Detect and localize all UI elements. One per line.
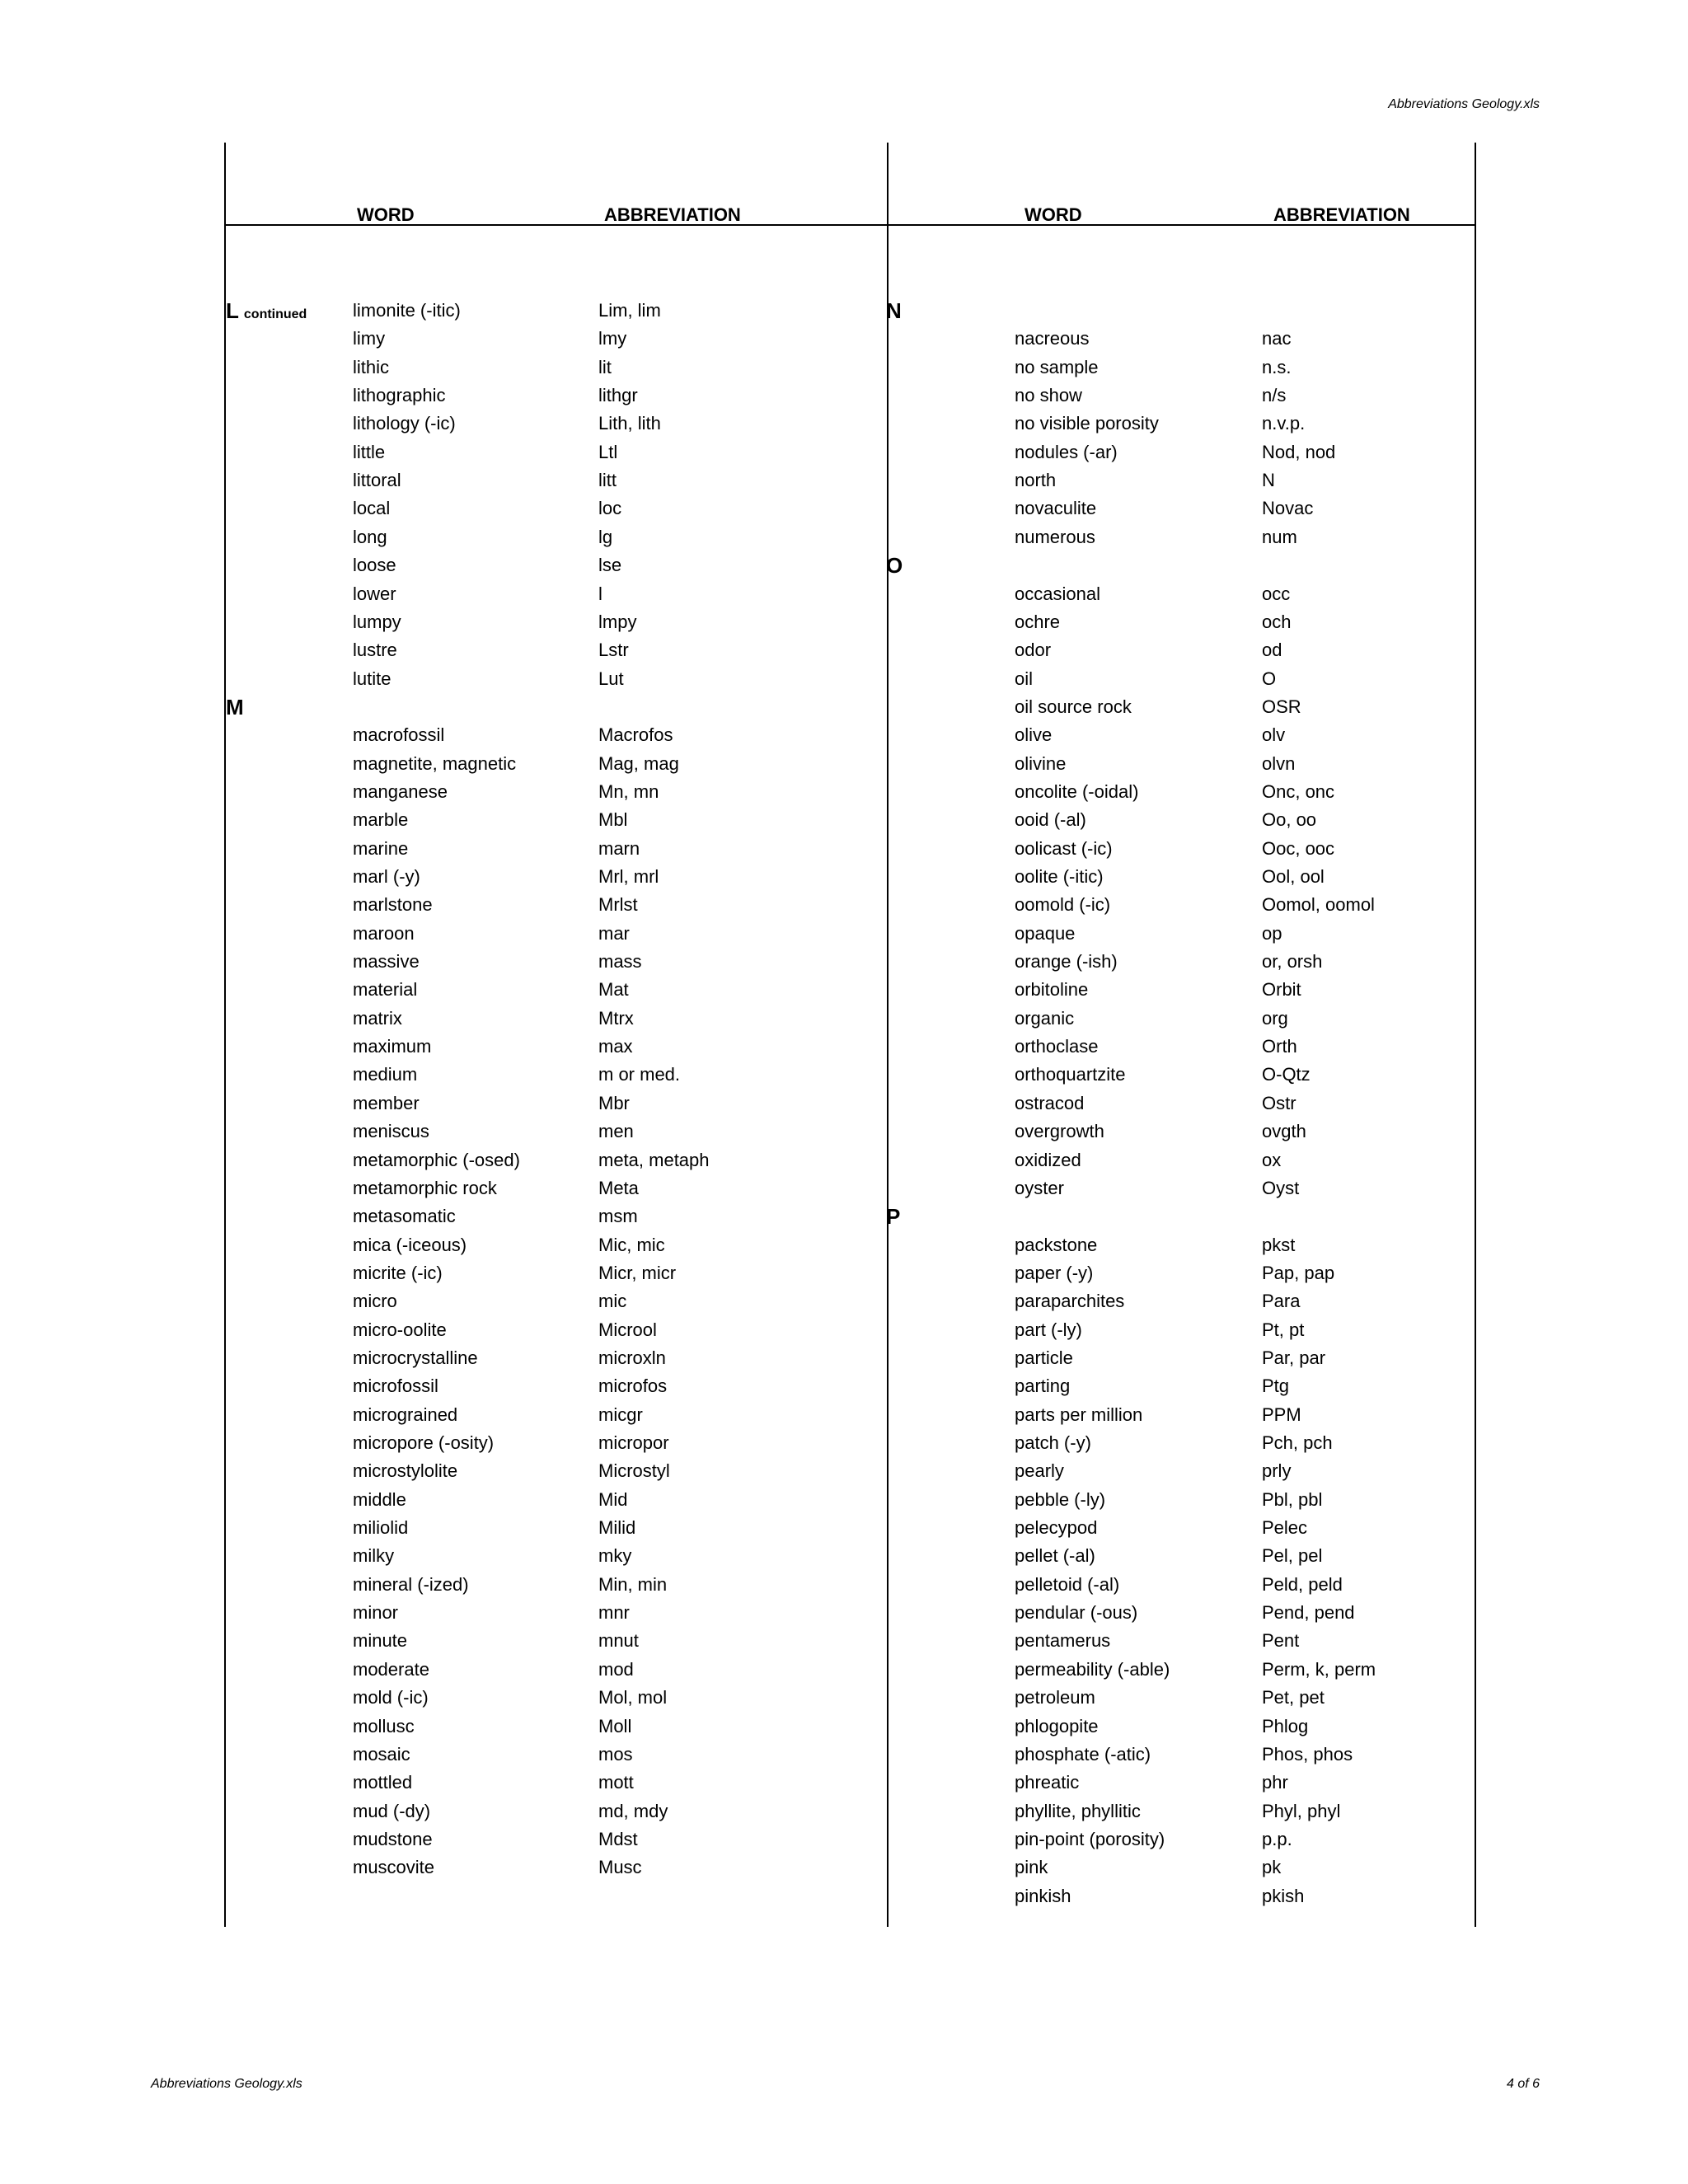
left-entry-word: marl (-y) [353,866,420,887]
left-entry-abbreviation: Micr, micr [598,1262,677,1283]
left-entry-abbreviation: Mol, mol [598,1687,668,1708]
right-entry-word: numerous [1015,526,1095,547]
right-entry-word: paper (-y) [1015,1262,1094,1283]
right-entry-abbreviation: Ooc, ooc [1262,837,1335,859]
right-entry-abbreviation: nac [1262,328,1292,349]
right-entry-abbreviation: pkish [1262,1885,1305,1906]
right-section-letter [886,551,903,579]
right-entry-word: ostracod [1015,1092,1085,1113]
left-entry-abbreviation: Mn, mn [598,780,659,802]
left-section-suffix: continued [243,307,307,321]
table-middle-border [887,143,889,1927]
right-entry-abbreviation: Ool, ool [1262,866,1325,887]
right-entry-abbreviation: Ptg [1262,1376,1290,1397]
right-entry-abbreviation: Orth [1262,1036,1297,1057]
left-entry-abbreviation: Macrofos [598,724,673,746]
left-entry-abbreviation: Mdst [598,1828,638,1849]
left-entry-word: microcrystalline [353,1347,478,1368]
right-entry-abbreviation: Ostr [1262,1092,1296,1113]
left-entry-abbreviation: Milid [598,1517,636,1539]
right-entry-abbreviation: n.v.p. [1262,413,1306,434]
left-entry-abbreviation: msm [598,1206,638,1227]
right-entry-abbreviation: Pet, pet [1262,1687,1325,1708]
right-section-letter [886,297,902,325]
right-entry-abbreviation: od [1262,640,1282,661]
left-entry-word: lustre [353,640,397,661]
left-entry-word: marble [353,809,409,831]
right-entry-word: nacreous [1015,328,1090,349]
right-entry-word: permeability (-able) [1015,1658,1170,1680]
left-entry-word: lumpy [353,611,401,632]
left-entry-word: member [353,1092,420,1113]
left-entry-abbreviation: m or med. [598,1064,681,1085]
left-entry-word: mottled [353,1772,413,1793]
right-abbr-header: ABBREVIATION [1273,204,1410,225]
left-entry-abbreviation: mod [598,1658,634,1680]
left-entry-abbreviation: l [598,583,603,604]
right-entry-word: oil [1015,668,1034,689]
left-entry-abbreviation: micropor [598,1432,669,1453]
right-entry-abbreviation: Pt, pt [1262,1319,1305,1340]
left-entry-abbreviation: mky [598,1545,632,1567]
right-entry-word: olive [1015,724,1053,746]
right-entry-word: pendular (-ous) [1015,1602,1138,1624]
left-section-letter-text: L [226,298,239,323]
left-entry-word: macrofossil [353,724,445,746]
right-entry-word: occasional [1015,583,1100,604]
left-entry-abbreviation: Ltl [598,441,618,462]
footer-page-number: 4 of 6 [1506,2077,1540,2091]
left-entry-word: material [353,979,418,1001]
right-entry-word: pearly [1015,1460,1064,1482]
left-entry-abbreviation: Microstyl [598,1460,670,1482]
left-entry-abbreviation: Mid [598,1488,628,1510]
right-entry-word: paraparchites [1015,1291,1125,1312]
left-entry-word: little [353,441,386,462]
left-entry-word: marine [353,837,409,859]
left-entry-word: lithographic [353,385,446,406]
left-entry-abbreviation: litt [598,470,617,491]
table-right-border [1475,143,1476,1927]
left-entry-abbreviation: mic [598,1291,627,1312]
left-entry-abbreviation: microfos [598,1376,668,1397]
right-entry-abbreviation: Pel, pel [1262,1545,1323,1567]
right-entry-abbreviation: or, orsh [1262,951,1323,972]
left-entry-word: lithology (-ic) [353,413,456,434]
left-entry-abbreviation: Musc [598,1857,642,1878]
right-section-letter-text: O [886,553,903,579]
right-entry-word: ooid (-al) [1015,809,1086,831]
right-entry-word: oxidized [1015,1149,1081,1170]
left-entry-word: mudstone [353,1828,433,1849]
left-entry-abbreviation: Lstr [598,640,629,661]
header-filename: Abbreviations Geology.xls [1388,97,1540,111]
left-entry-abbreviation: Mag, mag [598,752,679,774]
right-entry-abbreviation: Phos, phos [1262,1743,1353,1765]
right-entry-word: packstone [1015,1234,1098,1255]
right-entry-abbreviation: Onc, onc [1262,780,1335,802]
right-entry-word: orthoquartzite [1015,1064,1126,1085]
right-entry-word: orbitoline [1015,979,1089,1001]
right-entry-abbreviation: Orbit [1262,979,1301,1001]
left-entry-word: long [353,526,387,547]
right-entry-word: pelecypod [1015,1517,1098,1539]
left-word-header: WORD [357,204,415,225]
right-entry-word: pink [1015,1857,1048,1878]
right-entry-word: novaculite [1015,498,1097,519]
right-entry-abbreviation: phr [1262,1772,1288,1793]
right-entry-abbreviation: num [1262,526,1297,547]
right-entry-word: oolite (-itic) [1015,866,1104,887]
right-entry-abbreviation: OSR [1262,696,1301,717]
right-entry-abbreviation: Nod, nod [1262,441,1336,462]
right-entry-word: part (-ly) [1015,1319,1082,1340]
right-entry-abbreviation: Pbl, pbl [1262,1488,1323,1510]
right-entry-abbreviation: olvn [1262,752,1296,774]
left-entry-word: lower [353,583,396,604]
right-entry-word: phosphate (-atic) [1015,1743,1151,1765]
right-entry-word: oyster [1015,1177,1064,1198]
right-entry-word: no sample [1015,356,1099,377]
left-entry-abbreviation: Mbr [598,1092,630,1113]
right-entry-abbreviation: Oomol, oomol [1262,894,1375,916]
left-entry-word: middle [353,1488,406,1510]
right-entry-abbreviation: Phlog [1262,1715,1309,1736]
right-entry-word: oomold (-ic) [1015,894,1111,916]
right-entry-abbreviation: n/s [1262,385,1287,406]
right-entry-abbreviation: Pend, pend [1262,1602,1355,1624]
right-entry-word: phyllite, phyllitic [1015,1800,1141,1821]
right-entry-word: nodules (-ar) [1015,441,1118,462]
left-entry-word: metamorphic rock [353,1177,497,1198]
right-entry-word: ochre [1015,611,1061,632]
left-entry-abbreviation: mott [598,1772,634,1793]
left-entry-abbreviation: Meta [598,1177,639,1198]
left-entry-word: moderate [353,1658,429,1680]
right-entry-abbreviation: och [1262,611,1292,632]
right-entry-word: olivine [1015,752,1067,774]
right-entry-abbreviation: Phyl, phyl [1262,1800,1341,1821]
left-entry-word: matrix [353,1007,402,1029]
left-entry-abbreviation: Mrl, mrl [598,866,659,887]
right-entry-abbreviation: Pelec [1262,1517,1308,1539]
right-entry-word: orange (-ish) [1015,951,1118,972]
left-entry-word: micropore (-osity) [353,1432,495,1453]
left-entry-abbreviation: lithgr [598,385,638,406]
left-entry-word: lutite [353,668,392,689]
left-entry-word: mollusc [353,1715,415,1736]
left-section-letter [226,297,307,329]
left-entry-word: maroon [353,922,415,944]
right-entry-abbreviation: Peld, peld [1262,1573,1343,1595]
right-entry-word: opaque [1015,922,1076,944]
left-entry-abbreviation: Mic, mic [598,1234,665,1255]
left-entry-word: local [353,498,391,519]
left-entry-abbreviation: mnut [598,1630,639,1652]
left-entry-abbreviation: mar [598,922,630,944]
left-entry-word: minor [353,1602,399,1624]
right-entry-word: organic [1015,1007,1075,1029]
right-entry-abbreviation: O [1262,668,1277,689]
left-entry-word: micro [353,1291,397,1312]
left-entry-word: metamorphic (-osed) [353,1149,520,1170]
right-entry-word: north [1015,470,1057,491]
right-entry-word: phlogopite [1015,1715,1099,1736]
left-entry-abbreviation: lit [598,356,612,377]
right-entry-abbreviation: Pent [1262,1630,1300,1652]
right-entry-abbreviation: Pch, pch [1262,1432,1333,1453]
right-section-letter [886,1202,900,1230]
right-entry-word: overgrowth [1015,1121,1104,1142]
left-entry-word: limonite (-itic) [353,300,461,321]
right-entry-word: pellet (-al) [1015,1545,1095,1567]
left-entry-abbreviation: md, mdy [598,1800,668,1821]
right-entry-abbreviation: olv [1262,724,1286,746]
right-entry-abbreviation: Para [1262,1291,1301,1312]
right-entry-word: parting [1015,1376,1071,1397]
right-entry-word: orthoclase [1015,1036,1099,1057]
left-entry-word: mica (-iceous) [353,1234,467,1255]
left-entry-abbreviation: mass [598,951,642,972]
right-entry-abbreviation: Oyst [1262,1177,1300,1198]
left-entry-word: littoral [353,470,401,491]
right-entry-abbreviation: pkst [1262,1234,1296,1255]
right-entry-word: pinkish [1015,1885,1071,1906]
left-entry-word: maximum [353,1036,432,1057]
right-entry-abbreviation: O-Qtz [1262,1064,1311,1085]
left-entry-word: mold (-ic) [353,1687,429,1708]
left-entry-word: mosaic [353,1743,410,1765]
left-entry-abbreviation: mnr [598,1602,630,1624]
left-entry-word: magnetite, magnetic [353,752,517,774]
left-entry-word: meniscus [353,1121,429,1142]
left-entry-abbreviation: Mrlst [598,894,638,916]
left-entry-word: marlstone [353,894,433,916]
left-entry-abbreviation: Min, min [598,1573,668,1595]
left-entry-word: manganese [353,780,448,802]
left-entry-word: micrite (-ic) [353,1262,443,1283]
right-word-header: WORD [1025,204,1082,225]
right-entry-word: oil source rock [1015,696,1132,717]
right-entry-abbreviation: Oo, oo [1262,809,1317,831]
left-entry-abbreviation: max [598,1036,633,1057]
right-entry-abbreviation: pk [1262,1857,1282,1878]
left-entry-word: milky [353,1545,395,1567]
right-entry-abbreviation: Novac [1262,498,1314,519]
left-entry-abbreviation: men [598,1121,634,1142]
right-entry-abbreviation: PPM [1262,1404,1301,1425]
left-entry-word: loose [353,555,396,576]
left-entry-abbreviation: Moll [598,1715,632,1736]
right-entry-abbreviation: n.s. [1262,356,1292,377]
left-entry-word: lithic [353,356,390,377]
left-entry-word: mineral (-ized) [353,1573,469,1595]
left-entry-abbreviation: meta, metaph [598,1149,710,1170]
right-entry-word: no show [1015,385,1082,406]
left-entry-abbreviation: Mbl [598,809,628,831]
left-entry-word: muscovite [353,1857,435,1878]
left-entry-abbreviation: lse [598,555,622,576]
left-entry-abbreviation: loc [598,498,622,519]
right-section-letter-text: N [886,298,902,323]
right-entry-word: parts per million [1015,1404,1143,1425]
right-entry-word: odor [1015,640,1052,661]
left-entry-abbreviation: mos [598,1743,633,1765]
right-entry-abbreviation: op [1262,922,1282,944]
right-entry-abbreviation: ovgth [1262,1121,1306,1142]
left-entry-word: medium [353,1064,418,1085]
right-entry-abbreviation: N [1262,470,1275,491]
left-section-letter [226,693,244,721]
right-entry-word: patch (-y) [1015,1432,1091,1453]
left-entry-abbreviation: lg [598,526,613,547]
left-entry-word: microstylolite [353,1460,458,1482]
left-entry-abbreviation: lmy [598,328,627,349]
right-entry-abbreviation: Par, par [1262,1347,1326,1368]
right-entry-word: no visible porosity [1015,413,1159,434]
right-entry-abbreviation: Perm, k, perm [1262,1658,1376,1680]
left-entry-abbreviation: Lith, lith [598,413,661,434]
left-abbr-header: ABBREVIATION [604,204,741,225]
right-entry-word: pentamerus [1015,1630,1111,1652]
right-entry-abbreviation: prly [1262,1460,1292,1482]
right-entry-abbreviation: occ [1262,583,1291,604]
left-entry-word: micro-oolite [353,1319,447,1340]
left-entry-abbreviation: Mat [598,979,629,1001]
left-entry-word: mud (-dy) [353,1800,431,1821]
right-entry-word: phreatic [1015,1772,1080,1793]
left-entry-abbreviation: lmpy [598,611,637,632]
left-entry-word: micrograined [353,1404,458,1425]
right-entry-word: oolicast (-ic) [1015,837,1113,859]
right-section-letter-text: P [886,1204,901,1230]
right-entry-word: pelletoid (-al) [1015,1573,1120,1595]
right-entry-word: particle [1015,1347,1073,1368]
left-entry-abbreviation: marn [598,837,640,859]
left-entry-abbreviation: Lut [598,668,624,689]
right-entry-abbreviation: Pap, pap [1262,1262,1335,1283]
right-entry-abbreviation: p.p. [1262,1828,1292,1849]
table-left-border [224,143,226,1927]
left-section-letter-text: M [226,694,244,719]
left-entry-word: minute [353,1630,408,1652]
right-entry-word: oncolite (-oidal) [1015,780,1139,802]
left-entry-word: metasomatic [353,1206,456,1227]
footer-filename: Abbreviations Geology.xls [151,2077,302,2091]
right-entry-abbreviation: org [1262,1007,1288,1029]
right-entry-word: pebble (-ly) [1015,1488,1106,1510]
left-entry-abbreviation: micgr [598,1404,643,1425]
left-entry-word: massive [353,951,420,972]
left-entry-abbreviation: microxln [598,1347,666,1368]
right-entry-abbreviation: ox [1262,1149,1282,1170]
left-entry-abbreviation: Mtrx [598,1007,634,1029]
left-entry-word: miliolid [353,1517,409,1539]
left-entry-word: microfossil [353,1376,438,1397]
left-entry-word: limy [353,328,386,349]
left-entry-abbreviation: Lim, lim [598,300,661,321]
left-entry-abbreviation: Microol [598,1319,657,1340]
right-entry-word: pin-point (porosity) [1015,1828,1165,1849]
right-entry-word: petroleum [1015,1687,1095,1708]
